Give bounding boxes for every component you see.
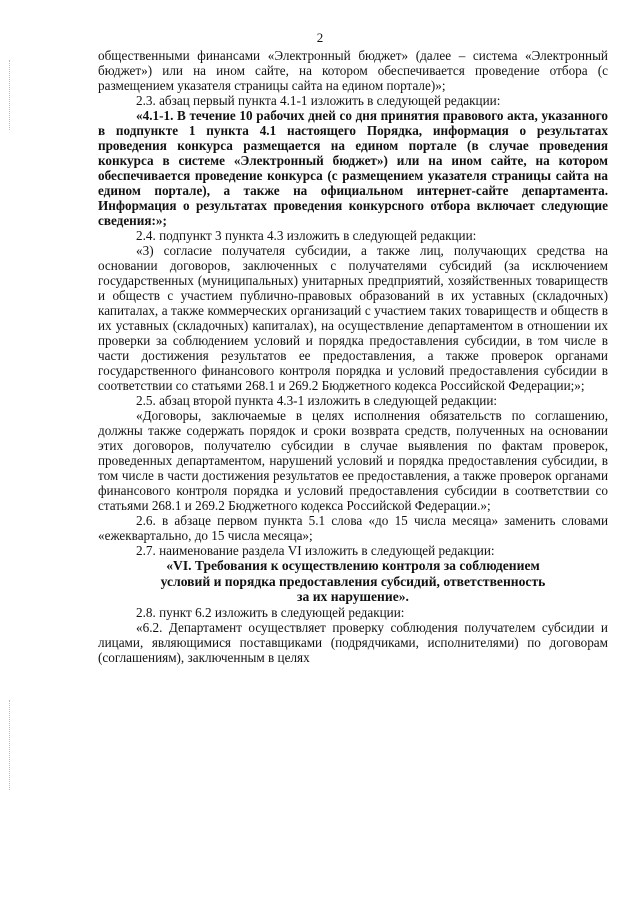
margin-scan-mark [9,700,11,790]
document-body [98,48,608,665]
margin-scan-mark [9,60,11,130]
paragraph: «3) согласие получателя субсидии, а также лиц, получающих средства на основании договоров, заключенных с получателями субсидий (за исключением государственных (муниципальных) унитарных предприятий, хозяйственных товариществ и обществ с участием публично-правовых образований в их уставных (складочных) капиталах, а также коммерческих организаций с участием таких товариществ и обществ в их уставных (складочных) капиталах), на осуществление департаментом в отношении их проверки за соблюдением условий и порядка предоставления субсидии, в том числе в части достижения результатов ее предоставления, а также проверок органами государственного финансового контроля порядка и условий предоставления субсидии в соответствии со статьями 268.1 и 269.2 Бюджетного кодекса Российской Федерации;»; [98,243,608,393]
paragraph: 2.4. подпункт 3 пункта 4.3 изложить в следующей редакции: [136,228,477,243]
paragraph: 2.3. абзац первый пункта 4.1-1 изложить в следующей редакции: [136,93,501,108]
paragraph: 2.5. абзац второй пункта 4.3-1 изложить в следующей редакции: [136,393,498,408]
paragraph: «4.1-1. В течение 10 рабочих дней со дня принятия правового акта, указанного в подпункте 1 пункта 4.1 настоящего Порядка, информация о результатах проведения конкурса размещается на едином портале (в случае проведения конкурса в системе «Электронный бюджет») или на ином сайте, на котором обеспечивается проведение конкурса (с размещением указателя страницы сайта на едином портале), а также на официальном интернет-сайте департамента. Информация о результатах проведения конкурсного отбора включает следующие сведения:»; [98,108,608,228]
section-heading [98,558,608,605]
section-heading-line: условий и порядка предоставления субсидий, ответственность [160,573,546,589]
paragraph: общественными финансами «Электронный бюджет» (далее – система «Электронный бюджет») или на ином сайте, на котором обеспечивается проведение отбора (с размещением указателя страницы сайта на едином портале)»; [98,48,608,93]
paragraph: «Договоры, заключаемые в целях исполнения обязательств по соглашению, должны также содержать порядок и сроки возврата средств, полученных на основании этих договоров, получателю субсидии в случае выявления по фактам проверок, проведенных департаментом, нарушений условий и порядка предоставления субсидии, в том числе в части достижения результатов ее предоставления, а также проверок органами финансового контроля порядка и условий предоставления субсидии в соответствии со статьями 268.1 и 269.2 Бюджетного кодекса Российской Федерации.»; [98,408,608,513]
paragraph: 2.8. пункт 6.2 изложить в следующей редакции: [136,604,405,620]
section-heading-line: «VI. Требования к осуществлению контроля за соблюдением [166,558,540,573]
paragraph: «6.2. Департамент осуществляет проверку соблюдения получателем субсидии и лицами, являющимися поставщиками (подрядчиками, исполнителями) по договорам (соглашениям), заключенным в целях [98,619,608,665]
page-number: 2 [316,30,324,45]
paragraph: 2.7. наименование раздела VI изложить в следующей редакции: [136,543,495,558]
section-heading-line: за их нарушение». [297,589,409,604]
paragraph: 2.6. в абзаце первом пункта 5.1 слова «до 15 числа месяца» заменить словами «ежеквартально, до 15 числа месяца»; [98,513,608,543]
